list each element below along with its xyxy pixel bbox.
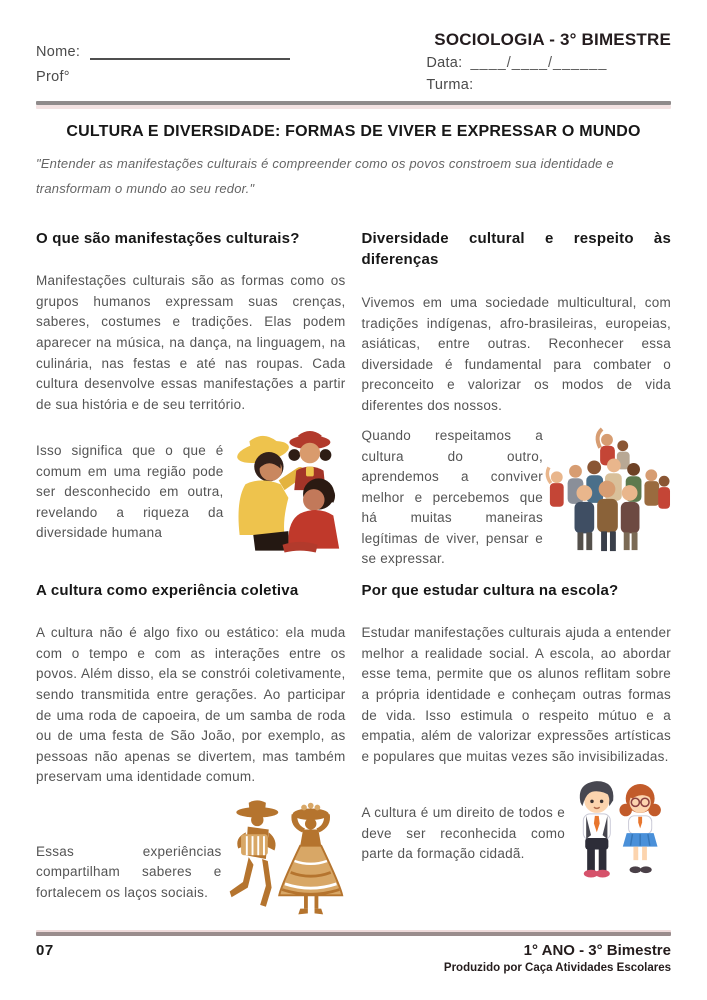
edition-label: 1° ANO - 3° Bimestre: [523, 942, 671, 959]
diverse-crowd-illustration: [543, 426, 671, 559]
date-field-row: [426, 55, 671, 71]
section-manifestacoes: [36, 228, 346, 580]
page-number: 07: [36, 942, 54, 959]
text-image-row: [36, 425, 346, 563]
name-label: Nome:: [36, 44, 81, 60]
turma-label: Turma:: [426, 77, 474, 93]
paragraph: A cultura é um direito de todos e deve ser reconhecida como parte da formação cidadã.: [361, 805, 565, 862]
section-heading: O que são manifestações culturais?: [36, 229, 300, 247]
school-kids-illustration: [565, 777, 671, 898]
header-right: [404, 30, 671, 99]
section-heading: Diversidade cultural e respeito às diferenças: [361, 229, 671, 269]
date-label: Data:: [426, 55, 463, 71]
date-blank-line: ____/____/______: [470, 55, 608, 71]
prof-label: Prof°: [36, 69, 70, 85]
footer-row: [36, 936, 671, 974]
text-image-row: [362, 777, 672, 898]
paragraph: Vivemos em uma sociedade multicultural, com tradições indígenas, afro-brasileiras, europeias, asiáticas, entre outras. Reconhecer essa diversidade é fundamental para combater o preconceito e valorizar os modos de vida diferentes dos nossos.: [361, 295, 671, 413]
name-input-line: [90, 44, 290, 60]
paragraph: Quando respeitamos a cultura do outro, aprendemos a conviver melhor e percebemos que há muitas maneiras legítimas de viver, pensar e se expressar.: [361, 428, 543, 567]
paragraph: A cultura não é algo fixo ou estático: ela muda com o tempo e com as interações entre os povos. Além disso, ela se constrói coletivamente, sendo transmitida entre gerações. Ao participar de uma roda de capoeira, de um samba de roda ou de uma festa de São João, por exemplo, as pessoas não apenas se divertem, mas também preservam uma identidade comum.: [36, 625, 346, 785]
prof-field-row: [36, 69, 366, 85]
page-title: CULTURA E DIVERSIDADE: FORMAS DE VIVER E EXPRESSAR O MUNDO: [66, 123, 641, 140]
paragraph: Essas experiências compartilham saberes e fortalecem os laços sociais.: [36, 843, 222, 900]
intro-quote: "Entender as manifestações culturais é compreender como os povos constroem sua identidade e transformam o mundo ao seu redor.": [36, 156, 614, 197]
left-column: [36, 228, 346, 922]
footer-right: [444, 942, 671, 974]
header: [36, 30, 671, 99]
right-column: [362, 228, 672, 922]
footer: [36, 932, 671, 974]
content-columns: [36, 228, 671, 922]
section-cultura-escola: [362, 580, 672, 898]
text-image-row: [362, 426, 672, 570]
paragraph: Manifestações culturais são as formas como os grupos humanos expressam suas crenças, saberes, costumes e tradições. Elas podem aparecer na música, na dança, na linguagem, na culinária, nas festas e até nas roupas. Cada cultura desenvolve essas manifestações a partir de sua história e de seu território.: [36, 273, 346, 412]
paragraph: Isso significa que o que é comum em uma região pode ser desconhecido em outra, revelando a riqueza da diversidade humana: [36, 443, 224, 541]
text-image-row: [36, 798, 346, 922]
folk-dancers-illustration: [222, 798, 346, 922]
credit-label: Produzido por Caça Atividades Escolares: [443, 962, 671, 974]
paragraph: Estudar manifestações culturais ajuda a entender melhor a realidade social. A escola, ao abordar esse tema, permite que os alunos reflitam sobre a própria identidade e conheçam outras formas de vida. Isso estimula o respeito mútuo e a empatia, além de valorizar expressões artísticas e populares que muitas vezes são invisibilizadas.: [361, 625, 671, 764]
section-experiencia-coletiva: [36, 580, 346, 922]
course-title: SOCIOLOGIA - 3° BIMESTRE: [434, 30, 671, 49]
header-left: [36, 30, 366, 94]
header-divider: [36, 101, 671, 105]
name-field-row: [36, 44, 366, 60]
section-heading: A cultura como experiência coletiva: [36, 581, 299, 599]
section-diversidade: [362, 228, 672, 580]
folk-family-illustration: [224, 425, 346, 563]
section-heading: Por que estudar cultura na escola?: [361, 581, 619, 599]
turma-field-row: [426, 77, 671, 93]
